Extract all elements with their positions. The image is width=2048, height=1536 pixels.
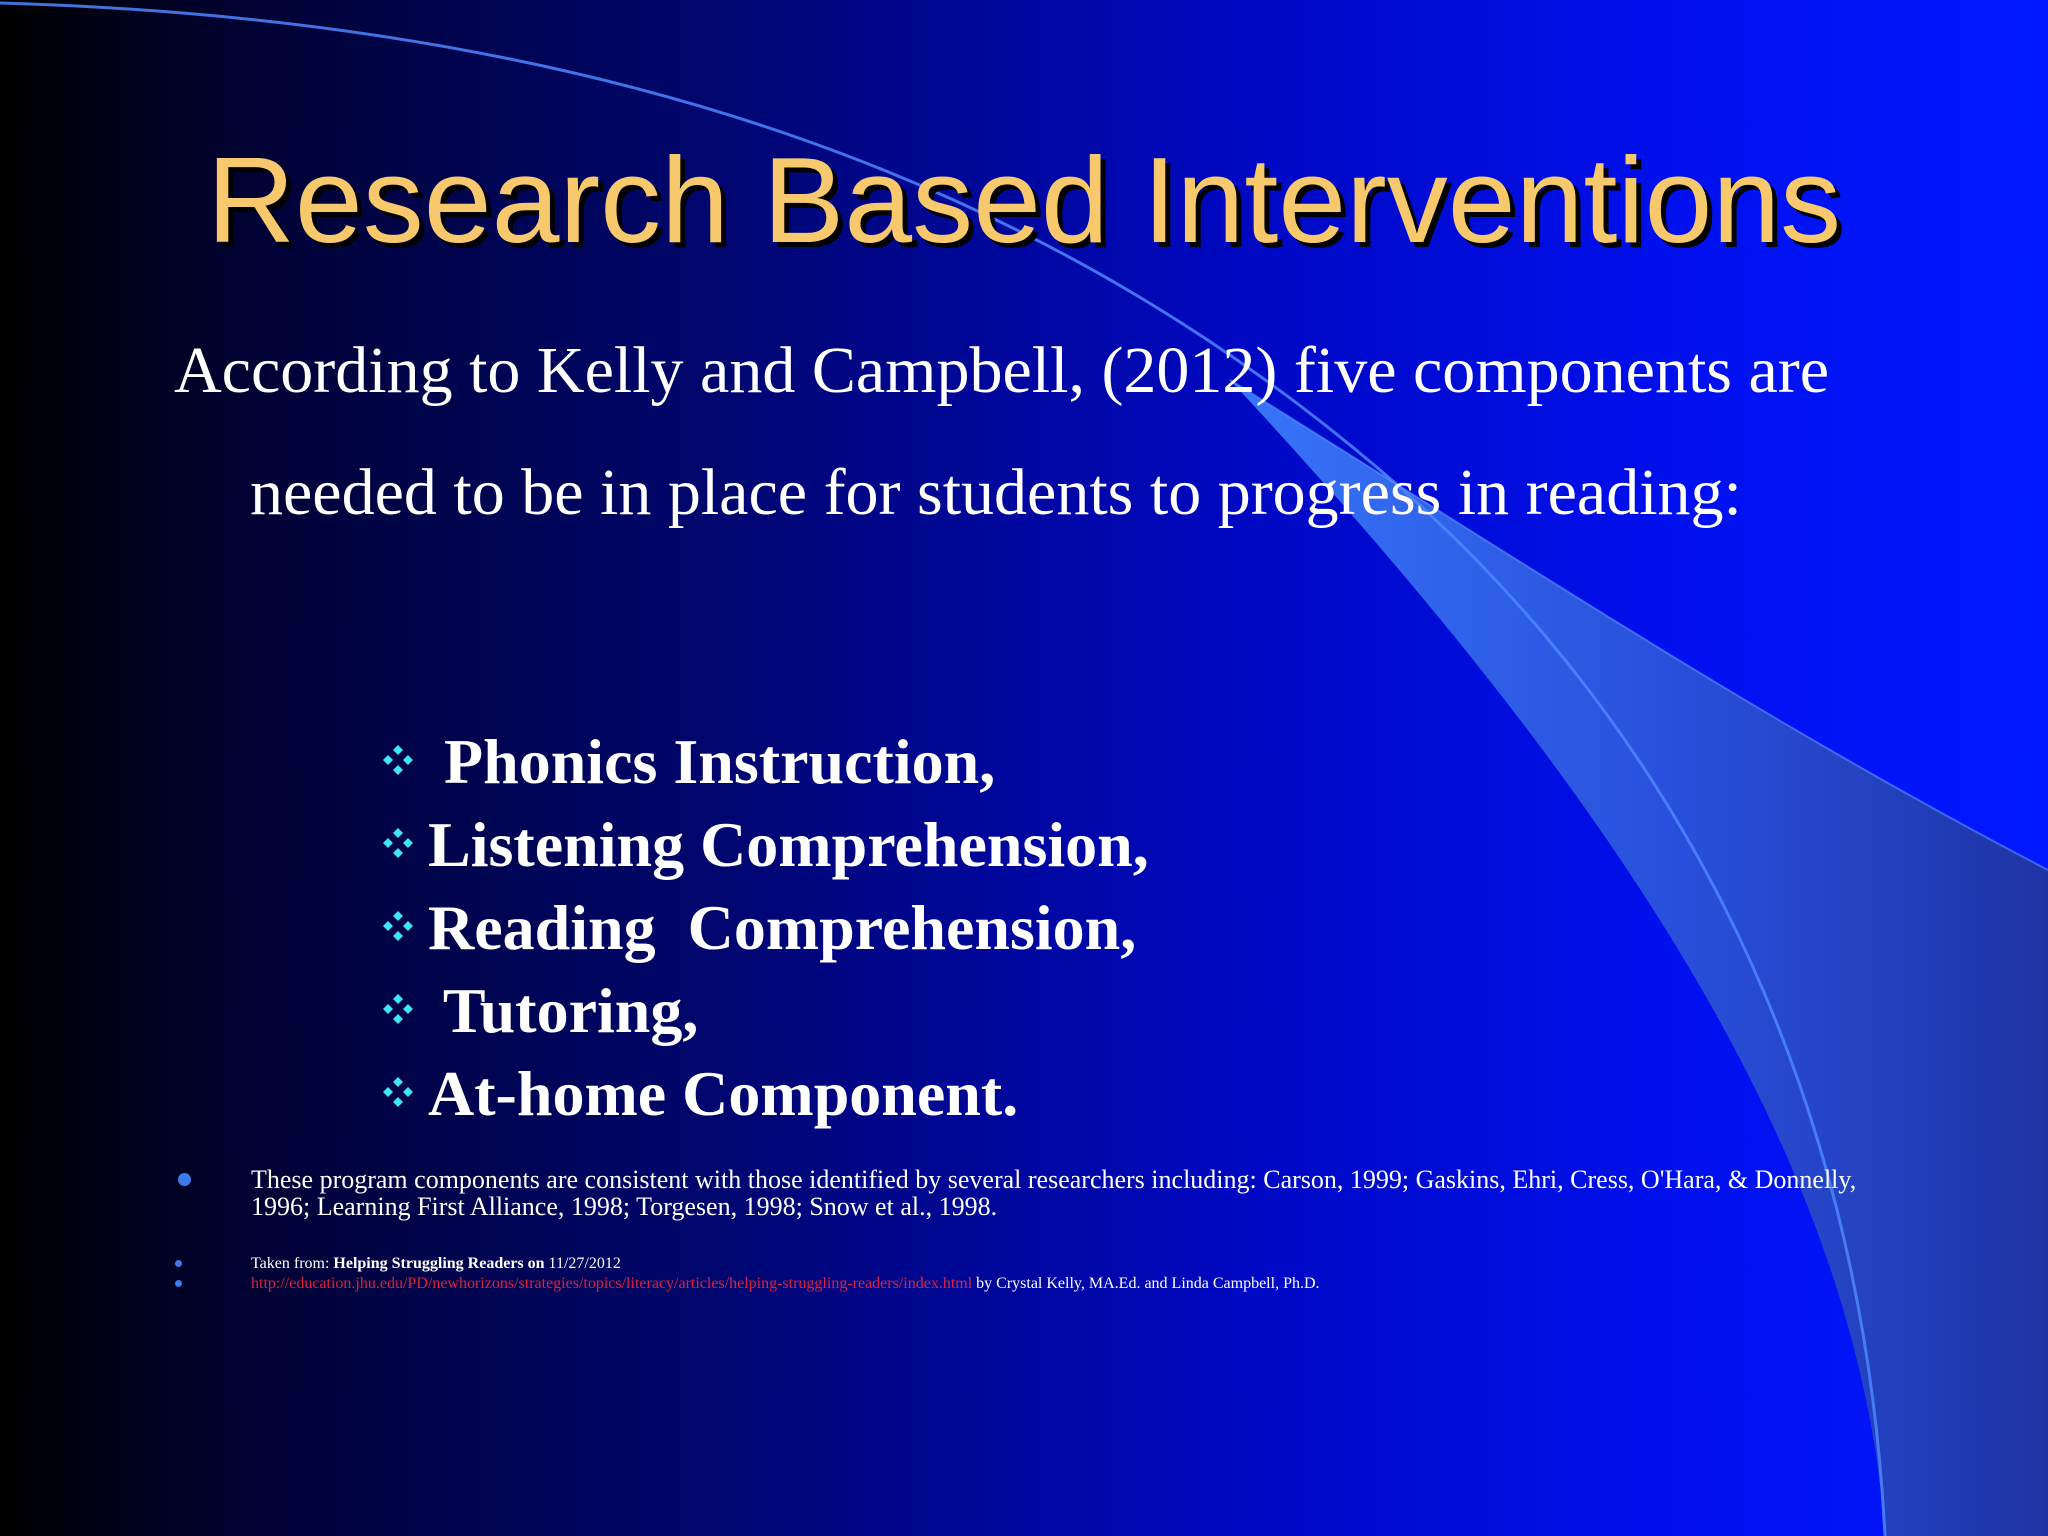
component-label: At-home Component.: [428, 1058, 1019, 1129]
researchers-note: [170, 1166, 1890, 1220]
component-label: Phonics Instruction,: [428, 726, 996, 797]
list-item: [380, 969, 1149, 1052]
round-bullet-icon: [175, 1260, 182, 1267]
diamond-bullet-icon: [380, 1074, 416, 1110]
list-item: [380, 803, 1149, 886]
source-article-title: Helping Struggling Readers on: [333, 1255, 545, 1272]
slide-title: Research Based Interventions: [206, 132, 1842, 268]
component-label: Tutoring,: [428, 975, 699, 1046]
source-prefix: Taken from:: [251, 1255, 334, 1272]
source-notes: [170, 1254, 1890, 1294]
round-bullet-icon: [178, 1173, 191, 1186]
source-date: 11/27/2012: [544, 1255, 621, 1272]
diamond-bullet-icon: [380, 742, 416, 778]
url-line: [170, 1274, 1890, 1294]
researchers-note-text: These program components are consistent with those identified by several researchers including: Carson, 1999; Gaskins, Ehri, Cress, O'Hara, & Donnelly, 1996; Learning First Alliance, 1998; Torgesen, 1998; Snow et al., 1998.: [251, 1165, 1857, 1221]
diamond-bullet-icon: [380, 825, 416, 861]
component-label: Listening Comprehension,: [428, 809, 1149, 880]
list-item: [380, 886, 1149, 969]
list-item: [380, 720, 1149, 803]
intro-paragraph: According to Kelly and Campbell, (2012) five components are needed to be in place for students to progress in reading:: [174, 334, 1830, 529]
notes-section: [170, 1166, 1890, 1294]
source-authors: by Crystal Kelly, MA.Ed. and Linda Campbell, Ph.D.: [972, 1275, 1320, 1292]
source-line: [170, 1254, 1890, 1274]
diamond-bullet-icon: [380, 908, 416, 944]
list-item: [380, 1052, 1149, 1135]
component-label: Reading Comprehension,: [428, 892, 1137, 963]
source-url-link[interactable]: http://education.jhu.edu/PD/newhorizons/strategies/topics/literacy/articles/helping-struggling-readers/index.html: [251, 1275, 973, 1292]
round-bullet-icon: [175, 1280, 182, 1287]
components-list: [380, 720, 1149, 1135]
diamond-bullet-icon: [380, 991, 416, 1027]
